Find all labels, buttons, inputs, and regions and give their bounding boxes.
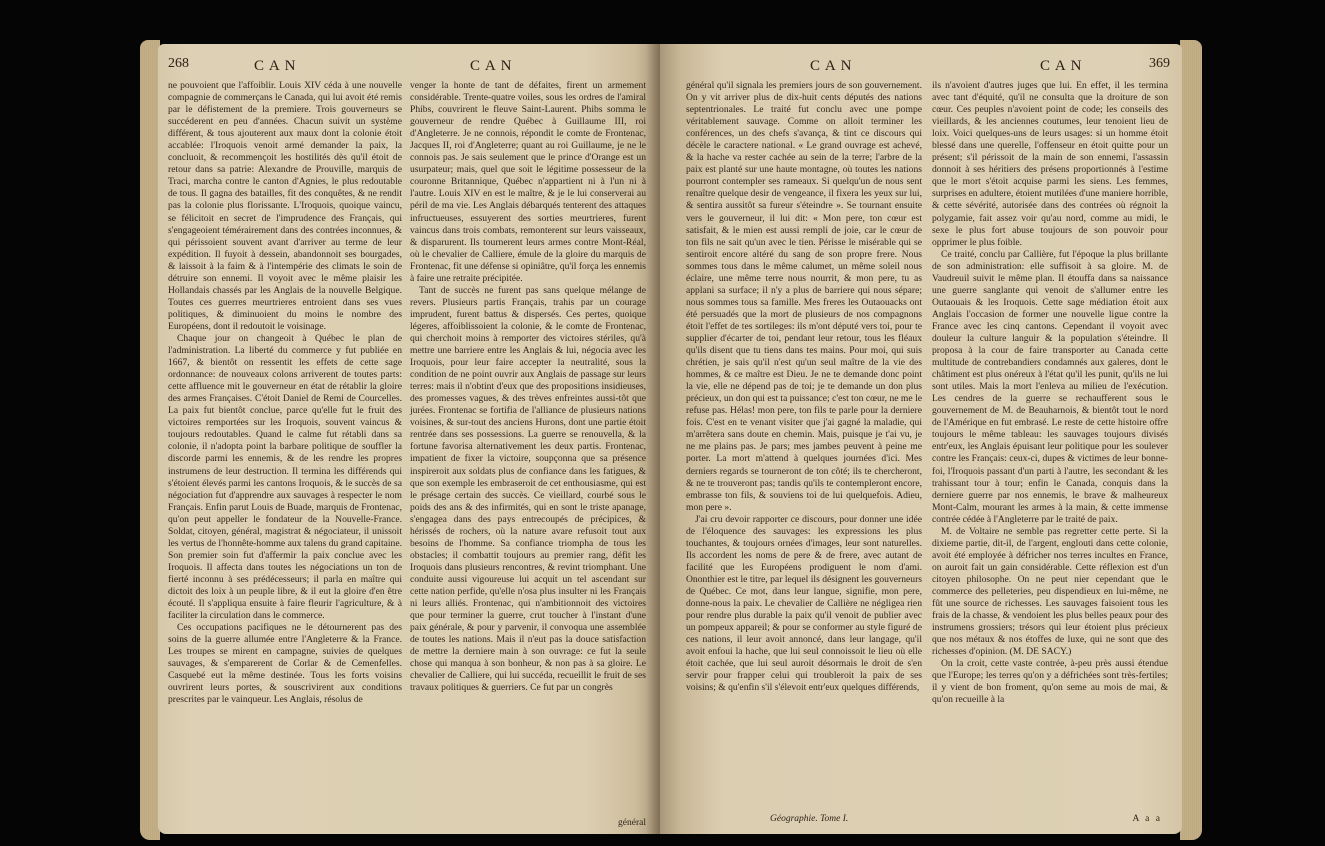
paragraph: Tant de succès ne furent pas sans quelque mélange de revers. Plusieurs partis Français, trahis par un courage imprudent, furent battus & dispersés. Ces pertes, quoique légeres, affoiblissoient la colonie, & le comte de Frontenac, qui cherchoit moins à remporter des victoires stériles, qu'à mettre une barriere entre les Anglais & lui, négocia avec les Iroquois, pour leur faire accepter la neutralité, sous la condition de ne point ouvrir aux Anglais de passage sur leurs terres: mais il n'obtint d'eux que des propositions insidieuses, des promesses vagues, & des trèves enfreintes aussi-tôt que jurées. Frontenac se fortifia de l'alliance de plusieurs nations voisines, & sur-tout des anciens Hurons, dont une partie étoit rentrée dans ses possessions. La guerre se renouvella, & la fortune favorisa alternativement les deux partis. Frontenac, impatient de fixer la victoire, soupçonna que sa présence inspireroit aux soldats plus de confiance dans les fatigues, & que son exemple les embraseroit de cet enthousiasme, qui est le présage certain des succès. Ce vieillard, courbé sous le poids des ans & des infirmités, qui en sont le triste apanage, s'engagea dans des pays entrecoupés de précipices, & hérissés de rochers, où la nature avare refusoit tout aux besoins de l'homme. Sa confiance triompha de tous les obstacles; il combattit toujours au premier rang, défit les Iroquois dans plusieurs rencontres, & revint triomphant. Une conduite aussi vigoureuse lui acquit un tel ascendant sur cette nation perfide, qu'elle n'osa plus insulter ni les Français ni leurs alliés. Frontenac, qui n'ambitionnoit des victoires que pour terminer la guerre, crut toucher à l'instant d'une paix générale, & pour y parvenir, il convoqua une assemblée de toutes les nations. Mais il n'eut pas la douce satisfaction de mettre la derniere main à son ouvrage: ce fut la seule chose qui manqua à son bonheur, & non pas à sa gloire. Le chevalier de Calliere, qui lui succéda, recueillit le fruit de ses travaux politiques & guerriers. Ce fut par un congrès bbox=[410, 284, 646, 694]
right-page-edges bbox=[1180, 40, 1202, 840]
footer-title: Géographie. Tome I. bbox=[770, 814, 849, 824]
left-page bbox=[158, 44, 660, 834]
text-column bbox=[932, 80, 1168, 706]
paragraph: général qu'il signala les premiers jours de son gouvernement. On y vit arriver plus de dix-huit cents députés des nations septentrionales. Le traité fut conclu avec une pompe véritablement sauvage. Comme on alloit terminer les conférences, un des chefs s'avança, & tint ce discours qui décèle le caractere national. « Le grand ouvrage est achevé, & la hache va rester cachée au sein de la terre; l'arbre de la paix est planté sur une haute montagne, où toutes les nations pourront contempler ses rameaux. Si quelqu'un de nous sent renaître quelque desir de vengeance, il fixera les yeux sur lui, & sentira aussitôt sa fureur s'éteindre ». Se tournant ensuite vers le gouverneur, il lui dit: « Mon pere, ton cœur est satisfait, & le mien est aussi rempli de joie, car le cœur de ton fils ne sait qu'un avec le tien. Périsse le misérable qui se sentiroit encore altéré du sang de son propre frere. Nous sommes tous dans le même calumet, un même soleil nous éclaire, une même terre nous nourrit, & mon pere, tu as applani sa surface; il n'y a plus de barriere qui nous sépare; nous sommes tous sa famille. Mes freres les Outaouacks ont été persuadés que la mort de plusieurs de nos compagnons étoit l'effet de tes sortileges: ils m'ont député vers toi, pour te supplier d'écarter de toi, pendant leur retour, tous les fléaux qu'ils disent que tu tiens dans tes mains. Pour moi, qui suis chrétien, je sais qu'il n'est qu'un seul maître de la vie des hommes, & ce maître est Dieu. Je ne te demande donc point la vie, elle ne dépend pas de toi; je te demande un don plus précieux, un don qui est ta puissance; c'est ton cœur, ne me le refuse pas. Hélas! mon pere, ton fils te parle pour la derniere fois. C'est en te venant visiter que j'ai gagné la maladie, qui m'arrêtera sans doute en chemin. Mais, puisque je t'ai vu, je ne me plains pas. Je pars; mes jambes peuvent à peine me porter. La mort m'attend à quelques journées d'ici. Mes derniers regards se tourneront de ton côté; ils te chercheront, & ne te trouveront pas; tandis qu'ils te contempleront encore, embrasse ton fils, & souviens toi de lui quelquefois. Adieu, mon pere ». bbox=[686, 80, 922, 513]
paragraph: ils n'avoient d'autres juges que lui. En effet, il les termina avec tant d'équité, qu'il ne consulta que la droiture de son cœur. Ces peuples n'avoient point de code; les conseils des vieillards, & les anciennes coutumes, leur tenoient lieu de loix. Voici quelques-uns de leurs usages: si un homme étoit blessé dans une querelle, l'offenseur en étoit quitte pour un présent; s'il périssoit de la main de son ennemi, l'assassin donnoit à ses héritiers des présens proportionnés à l'estime que le mort s'étoit acquise parmi les siens. Les femmes, surprises en adultere, étoient mutilées d'une maniere horrible, & cette sévérité, autorisée dans des contrées où régnoit la polygamie, fait assez voir qu'au nord, comme au midi, le sexe le plus fort abuse toujours de son pouvoir pour opprimer le plus foible. bbox=[932, 80, 1168, 248]
paragraph: M. de Voltaire ne semble pas regretter cette perte. Si la dixieme partie, dit-il, de l'argent, englouti dans cette colonie, avoit été employée à défricher nos terres incultes en France, on auroit fait un gain considérable. Cette réflexion est d'un citoyen philosophe. On ne peut nier cependant que le commerce des pelleteries, peu dispendieux en lui-même, ne fût une source de richesses. Les sauvages faisoient tous les frais de la chasse, & vendoient les plus belles peaux pour des instrumens grossiers; trésors qui leur étoient plus précieux que nos métaux & nos étoffes de luxe, qui ne sont que des richesses d'opinion. (M. DE SACY.) bbox=[932, 525, 1168, 658]
signature-mark: A a a bbox=[1132, 814, 1162, 824]
paragraph: J'ai cru devoir rapporter ce discours, pour donner une idée de l'éloquence des sauvages: les expressions les plus touchantes, & toujours ornées d'images, leur sont naturelles. Ils accordent les noms de pere & de frere, avec autant de facilité que les Européens prodiguent le nom d'ami. Ononthier est le titre, par lequel ils désignent les gouverneurs de Québec. Ce mot, dans leur langue, signifie, mon pere, donne-nous la paix. Le chevalier de Callière ne négligea rien pour rendre plus durable la paix qu'il venoit de publier avec un pompeux appareil; & pour se conformer au style figuré de ces nations, il leur avoit annoncé, dans leur langage, qu'il avoit enfoui la hache, que lui seul connoissoit le lieu où elle étoit cachée, que lui seul auroit désormais le droit de s'en servir pour frapper celui qui troubleroit la paix de ses voisins; & qu'enfin s'il s'élevoit entr'eux quelques différends, bbox=[686, 513, 922, 694]
paragraph: Ce traité, conclu par Callière, fut l'époque la plus brillante de son administration: elle suffisoit à sa gloire. M. de Vaudreuil suivit le même plan. Il étouffa dans sa naissance une guerre sanglante qui venoit de s'allumer entre les Outaouais & les Iroquois. Cette sage médiation étoit aux Anglais l'occasion de former une nouvelle ligue contre la France avec les cinq cantons. Cependant il voyoit avec douleur la culture languir & la population s'éteindre. Il proposa à la cour de faire transporter au Canada cette multitude de contrebandiers condamnés aux galeres, dont le châtiment est plus onéreux à l'état qu'il les punit, qu'ils ne lui sont utiles. Mais la mort l'enleva au milieu de l'exécution. Les cendres de la guerre se rechaufferent sous le gouvernement de M. de Beauharnois, & bientôt tout le nord de l'Amérique en fut embrasé. Le reste de cette histoire offre toujours le même tableau: les sauvages toujours divisés entr'eux, les Anglais épuisant leur politique pour les soulever contre les Français: ceux-ci, dupes & victimes de leur bonne-foi, l'Iroquois passant d'un parti à l'autre, les secondant & les trahissant tour à tour; enfin le Canada, conquis dans la derniere guerre par nos ennemis, le brave & malheureux Mont-Calm, mourant les armes à la main, & cette immense contrée cédée à l'Angleterre par le traité de paix. bbox=[932, 248, 1168, 525]
text-column bbox=[410, 80, 646, 694]
page-number: 369 bbox=[1149, 56, 1170, 71]
paragraph: venger la honte de tant de défaites, firent un armement considérable. Trente-quatre voiles, sous les ordres de l'amiral Phibs, couvrirent le fleuve Saint-Laurent. Phibs somma le gouverneur de rendre Québec à Guillaume III, roi d'Angleterre. Je ne connois, répondit le comte de Frontenac, Jacques II, roi d'Angleterre; quant au roi Guillaume, je ne le connois pas. Je sais seulement que le prince d'Orange est un usurpateur; mais, quel que soit le légitime possesseur de la couronne Britannique, Québec n'appartient ni à l'un ni à l'autre. Louis XIV en est le maître, & je le lui conserverai au péril de ma vie. Les Anglais débarqués tenterent des attaques infructueuses, essuyerent des sorties meurtrieres, furent vaincus dans trois combats, remonterent sur leurs vaisseaux, & disparurent. Ils tournerent leurs armes contre Mont-Réal, où le chevalier de Calliere, émule de la gloire du marquis de Frontenac, fit une défense si opiniâtre, qu'il força les ennemis à faire une retraite précipitée. bbox=[410, 80, 646, 284]
text-column bbox=[686, 80, 922, 694]
paragraph: Chaque jour on changeoit à Québec le plan de l'administration. La liberté du commerce y fut publiée en 1667, & bientôt on ressentit les effets de cette sage ordonnance: de nouveaux colons arriverent de toutes parts: cette affluence mit le gouverneur en état de rétablir la gloire des armes Françaises. C'étoit Daniel de Remi de Courcelles. La paix fut bientôt conclue, parce qu'elle fut le fruit des victoires remportées sur les Iroquois, souvent vaincus & toujours redoutables. Quand le calme fut rétabli dans sa colonie, il n'adopta point la barbare politique de souffler la discorde parmi les ennemis, & de les rendre les propres instrumens de leur destruction. Il termina les différends qui s'étoient élevés parmi les cantons Iroquois, & le succès de sa négociation fut d'apprendre aux sauvages à respecter le nom Français. Enfin parut Louis de Buade, marquis de Frontenac, qu'on peut appeller le fondateur de la Nouvelle-France. Soldat, citoyen, général, magistrat & négociateur, il unissoit les vertus de l'honnête-homme aux talens du grand capitaine. Son premier soin fut d'affermir la paix conclue avec les Iroquois. Il affecta dans toutes les négociations un ton de fierté inconnu à ses prédécesseurs; il parla en maître qui dictoit des loix à un peuple libre, & il eut la gloire d'en être écouté. Il s'appliqua ensuite à faire fleurir l'agriculture, & à faciliter la circulation dans le commerce. bbox=[168, 332, 402, 622]
left-page-edges bbox=[140, 40, 160, 840]
right-page bbox=[660, 44, 1182, 834]
page-number: 268 bbox=[168, 56, 189, 71]
running-header: C A N bbox=[470, 58, 513, 74]
catchword: général bbox=[618, 818, 646, 828]
paragraph: Ces occupations pacifiques ne le détournerent pas des soins de la guerre allumée entre l'Angleterre & la France. Les troupes se mirent en campagne, suivies de quelques sauvages, & s'emparerent de Corlar & de Cemenfelles. Casquebé eut la même destinée. Tous les forts voisins ouvrirent leurs portes, & souscrivirent aux conditions prescrites par le vainqueur. Les Anglais, résolus de bbox=[168, 622, 402, 706]
paragraph: ne pouvoient que l'affoiblir. Louis XIV céda à une nouvelle compagnie de commerçans le Canada, qui lui avoit été remis par le défistement de la premiere. Trois gouverneurs se succéderent en peu d'années. Chacun suivit un système différent, & tous ajouterent aux maux dont la colonie étoit accablée: l'Iroquois venoit armé demander la paix, la concluoit, & recommençoit les hostilités dès qu'il étoit de retour dans sa patrie: Alexandre de Prouville, marquis de Traci, marcha contre le canton d'Agnies, le plus redoutable de tous. Il gagna des batailles, fit des conquêtes, & ne rendit pas la colonie plus florissante. L'Iroquois, quoique vaincu, se félicitoit en secret de l'imprudence des Français, qui s'engageoient témérairement dans des contrées inconnues, & qui périssoient souvent avant d'arriver au terme de leur expédition. Il fuyoit à dessein, abandonnoit ses bourgades, & laissoit à la faim & à l'intempérie des climats le soin de détruire son ennemi. Il voyoit avec le même plaisir les Hollandais chassés par les Anglais de la nouvelle Belgique. Toutes ces guerres meurtrieres entroient dans ses vues politiques, & diminuoient du moins le nombre des Européens, dont il redoutoit le voisinage. bbox=[168, 80, 402, 332]
paragraph: On la croit, cette vaste contrée, à-peu près aussi étendue que l'Europe; les terres qu'on y a défrichées sont très-fertiles; il y vient de bon froment, qu'on seme au mois de mai, & qu'on recueille à la bbox=[932, 658, 1168, 706]
running-header: C A N bbox=[1040, 58, 1083, 74]
running-header: C A N bbox=[254, 58, 297, 74]
running-header: C A N bbox=[810, 58, 853, 74]
text-column bbox=[168, 80, 402, 706]
